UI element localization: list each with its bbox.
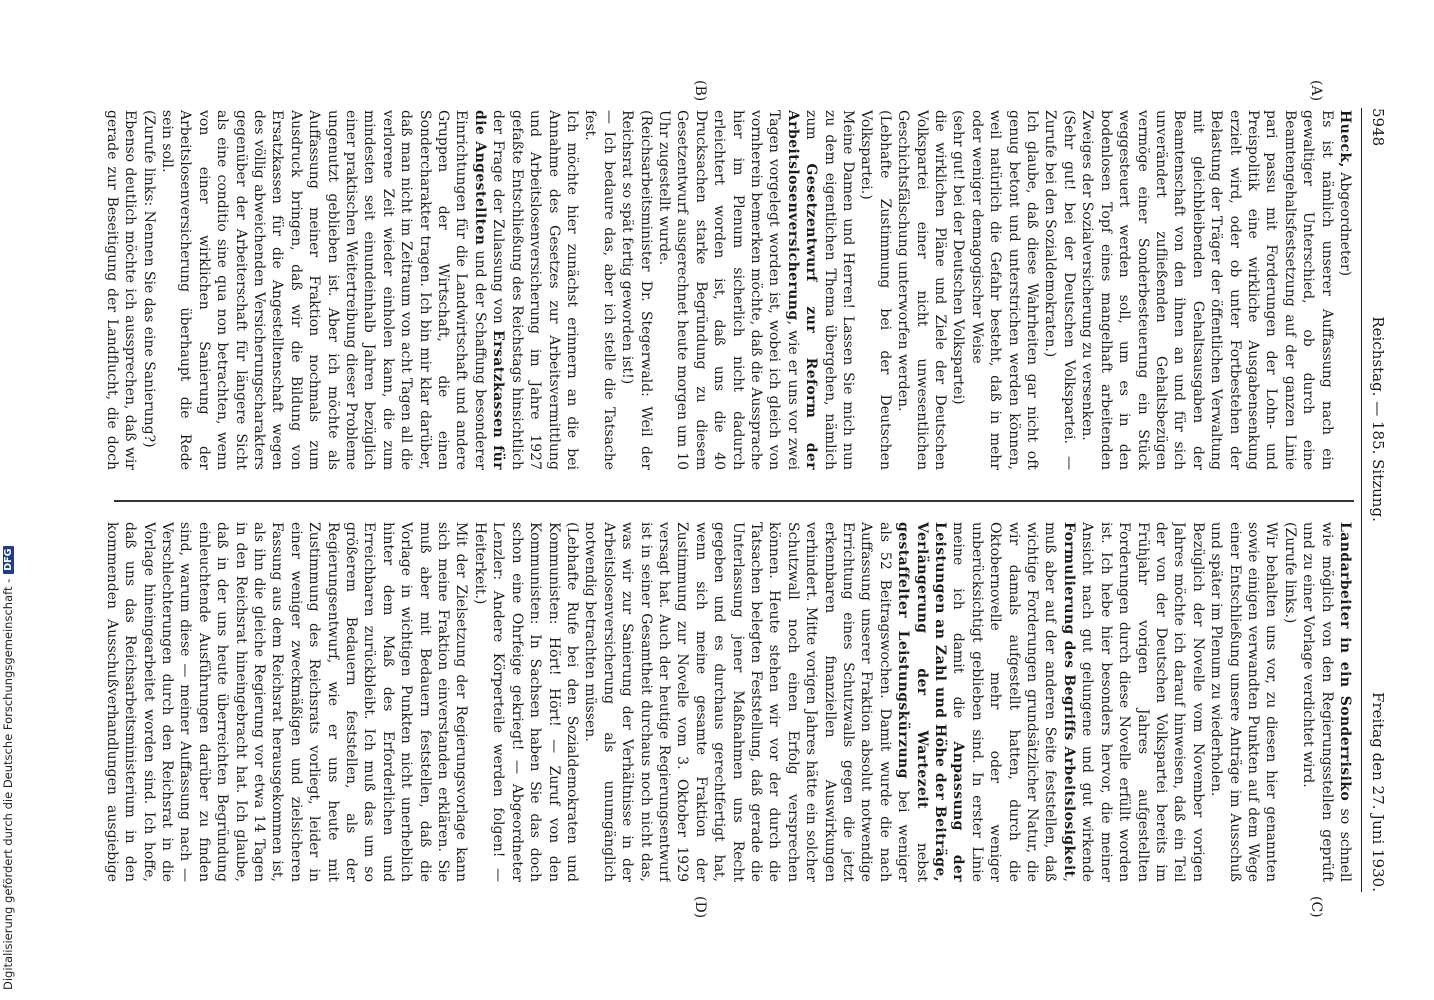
- bold-term: gestaffelter Leistungskürzung: [895, 522, 912, 779]
- dfg-logo-icon: DFG: [3, 546, 14, 574]
- speaker-role: Abgeordneter): [1337, 167, 1353, 277]
- column-divider: [114, 500, 1354, 502]
- digitization-text: Digitalisierung gefördert durch die Deutsche Forschungsgemeinschaft -: [1, 578, 15, 990]
- interjection: (Sehr gut! bei der Deutschen Volkspartei. — Zurufe bei den Sozialdemokraten.): [1042, 110, 1077, 470]
- rotated-document-page: [100, 80, 1394, 919]
- page-number: 5948: [1369, 108, 1387, 147]
- bold-term: Ersatzkassen für die Angestellten: [471, 110, 507, 470]
- interjection: (Zurufe links.): [1281, 522, 1298, 624]
- interjection: (Lebhafte Zustimmung bei der Deutschen Volkspartei.): [858, 110, 893, 470]
- session-title: Reichstag. — 185. Sitzung.: [1369, 316, 1387, 522]
- margin-mark-d: (D): [692, 896, 708, 919]
- page-header: [1361, 108, 1394, 892]
- margin-mark-b: (B): [692, 80, 708, 102]
- speaker-name: Hueck,: [1337, 110, 1353, 168]
- right-text-column: [104, 522, 1354, 882]
- paragraph: Wir behalten uns vor, zu diesen hier genannten sowie einigen verwandten Punkten auf dem Wege einer Entschließung unsere Anträge im Ausschuß und später im Plenum zu wiederholen.: [1208, 522, 1280, 882]
- bold-term: Anpassung der Leistungen an Zahl und Höhe der Beiträge, Verlängerung der Wartezeit: [913, 522, 967, 882]
- left-text-column: [104, 110, 1354, 470]
- paragraph-cont: so schnell wie möglich von den Regierungsstellen geprüft und zu einer Vorlage verdichtet wird.: [1300, 522, 1353, 882]
- paragraph: Bezüglich der Novelle vom November vorigen Jahres möchte ich darauf hinweisen, daß ein Teil der von der Deutschen Volkspartei bereits im Frühjahr vorigen Jahres aufgestellten Forderungen durch diese Novelle erfüllt worden ist. Ich hebe hier besonders hervor, die meiner Ansicht nach gut gelungene und gut wirkende: [1079, 522, 1206, 882]
- paragraph-cont: , wie er uns vor zwei Tagen vorgelegt worden ist, wobei ich gleich von vornherein bemerken möchte, daß die Aussprache hier im Plenum sicherlich nicht dadurch erleichtert worden ist, daß uns die 40 Drucksachen starke Begründung zu diesem Gesetzentwurf ausgerechnet heute morgen um 10 Uhr zugestellt wurde.: [655, 110, 801, 470]
- interjection: (Zurufe links: Nennen Sie das eine Sanierung?): [140, 110, 157, 448]
- paragraph: die wirklichen Pläne und Ziele der Deutschen Volkspartei einer nicht unwesentlichen Geschichtsfälschung unterworfen werden.: [895, 110, 949, 470]
- bold-term: Landarbeiter in ein Sonderrisiko: [1337, 522, 1353, 802]
- margin-mark-c: (C): [1308, 896, 1324, 918]
- session-date: Freitag den 27. Juni 1930.: [1369, 692, 1387, 892]
- paragraph: — Ich bedaure das, aber ich stelle die Tatsache fest. Ich möchte hier zunächst erinnern an die bei Annahme des Gesetzes zur Arbeitsvermittlung und Arbeitslosenversicherung im Jahre 1927 gefaßte Entschließung des Reichstags hinsichtlich der Frage der Zulassung von: [490, 110, 617, 470]
- paragraph: Ebenso deutlich möchte ich aussprechen, daß wir gerade zur Beseitigung der Landflucht, die doch: [104, 110, 139, 470]
- paragraph: Ich glaube, daß diese Wahrheiten gar nicht oft genug betont und unterstrichen werden können, weil natürlich die Gefahr besteht, daß in mehr oder weniger demagogischer Weise: [968, 110, 1041, 470]
- interjection: (Reichsarbeitsminister Dr. Stegerwald: Weil der Reichsrat so spät fertig geworden ist!): [619, 110, 654, 470]
- paragraph: Meine Damen und Herren! Lassen Sie mich nun zu dem eigentlichen Thema übergehen, nämlich zum: [803, 110, 857, 470]
- paragraph-cont: , muß aber auf der anderen Seite feststellen, daß wichtige Forderungen grundsätzlicher Natur, die wir damals aufgestellt hatten, durch die Oktobernovelle mehr oder weniger unberücksichtigt geblieben sind. In erster Linie meine ich damit die: [950, 522, 1077, 882]
- paragraph-cont: und der Schaffung besonderer Einrichtungen für die Landwirtschaft und andere Gruppen der Wirtschaft, die einen Sondercharakter tragen. Ich bin mir klar darüber, daß man nicht im Zeitraum von acht Tagen all die verlorene Zeit wieder einholen kann, die zum mindesten seit einundeinhalb Jahren bezüglich einer praktischen Weitertreibung dieser Probleme ungenutzt geblieben ist. Aber ich möchte als Auffassung meiner Fraktion nochmals zum Ausdruck bringen, daß wir die Bildung von Ersatzkassen für die Angestelltenschaft wegen des völlig abweichenden Versicherungscharakters gegenüber der Arbeiterschaft für längere Sicht als eine conditio sine qua non betrachten, wenn von einer wirklichen Sanierung der Arbeitslosenversicherung überhaupt die Rede sein soll.: [159, 110, 488, 470]
- paragraph-cont: nebst: [913, 808, 930, 882]
- interjection: (Lebhafte Rufe bei den Sozialdemokraten und Kommunisten: Hört! Hört! — Zuruf von den Kommunisten: In Sachsen haben Sie das doch schon eine Ohrfeige gekriegt! — Abgeordneter Lenzler: Andere Körperteile werden folgen! — Heiterkeit.): [471, 522, 580, 882]
- interjection: (sehr gut! bei der Deutschen Volkspartei): [950, 110, 967, 405]
- bold-term: Gesetzentwurf zur Reform der Arbeitslosenversicherung: [784, 110, 820, 470]
- bold-term: Formulierung des Begriffs Arbeitslosigkeit: [1060, 522, 1077, 878]
- margin-mark-a: (A): [1308, 80, 1324, 102]
- paragraph: Mit der Zielsetzung der Regierungsvorlage kann sich meine Fraktion einverstanden erklären. Sie muß aber mit Bedauern feststellen, daß die Vorlage in wichtigen Punkten nicht unerheblich hinter dem Maß des Erforderlichen und Erreichbaren zurückbleibt. Ich muß das um so größerem Bedauern feststellen, als der Regierungsentwurf, wie er uns heute mit Zustimmung des Reichsrats vorliegt, leider in einer weniger zweckmäßigen und zielsicheren Fassung aus dem Reichsrat herausgekommen ist, als ihn die gleiche Regierung vor etwa 14 Tagen in den Reichsrat hineingebracht hat. Ich glaube, daß in der uns heute überreichten Begründung einleuchtende Ausführungen darüber zu finden sind, warum diese — meiner Auffassung nach — Verschlechterungen durch den Reichsrat in die Vorlage hineingearbeitet worden sind. Ich hoffe, daß uns das Reichsarbeitsministerium in den kommenden Ausschußverhandlungen ausgiebige: [104, 522, 470, 882]
- paragraph: Es ist nämlich unserer Auffassung nach ein gewaltiger Unterschied, ob durch eine Beamtengehaltsfestsetzung auf der ganzen Linie pari passu mit Forderungen der Lohn- und Preispolitik eine wirkliche Ausgabensenkung erzielt wird, oder ob unter Fortbestehen der Belastung der Träger der öffentlichen Verwaltung mit gleichbleibenden Gehaltsausgaben der Beamtenschaft von den ihnen an und für sich unverändert zufließenden Gehaltsbezügen vermöge einer Sonderbesteuerung ein Stück weggesteuert werden soll, um es in den bodenlosen Topf eines mangelhaft arbeitenden Zweiges der Sozialversicherung zu versenken.: [1079, 110, 1335, 470]
- digitization-credit: [0, 0, 16, 1000]
- paragraph-cont: bei weniger als 52 Beitragswochen. Damit wurde die nach Auffassung unserer Fraktion absolut notwendige Errichtung eines Schutzwalls gegen die jetzt erkennbaren finanziellen Auswirkungen verhindert. Mitte vorigen Jahres hätte ein solcher Schutzwall noch einen Erfolg versprechen können. Heute stehen wir vor der durch die Tatsachen belegten Feststellung, daß gerade die Unterlassung jener Maßnahmen uns Recht gegeben und es durchaus gerechtfertigt hat, wenn sich meine gesamte Fraktion der Zustimmung zur Novelle vom 3. Oktober 1929 versagt hat. Auch der heutige Regierungsentwurf ist in seiner Gesamtheit durchaus noch nicht das, was wir zur Sanierung der Verhältnisse in der Arbeitslosenversicherung als unumgänglich notwendig betrachten müssen.: [582, 522, 912, 882]
